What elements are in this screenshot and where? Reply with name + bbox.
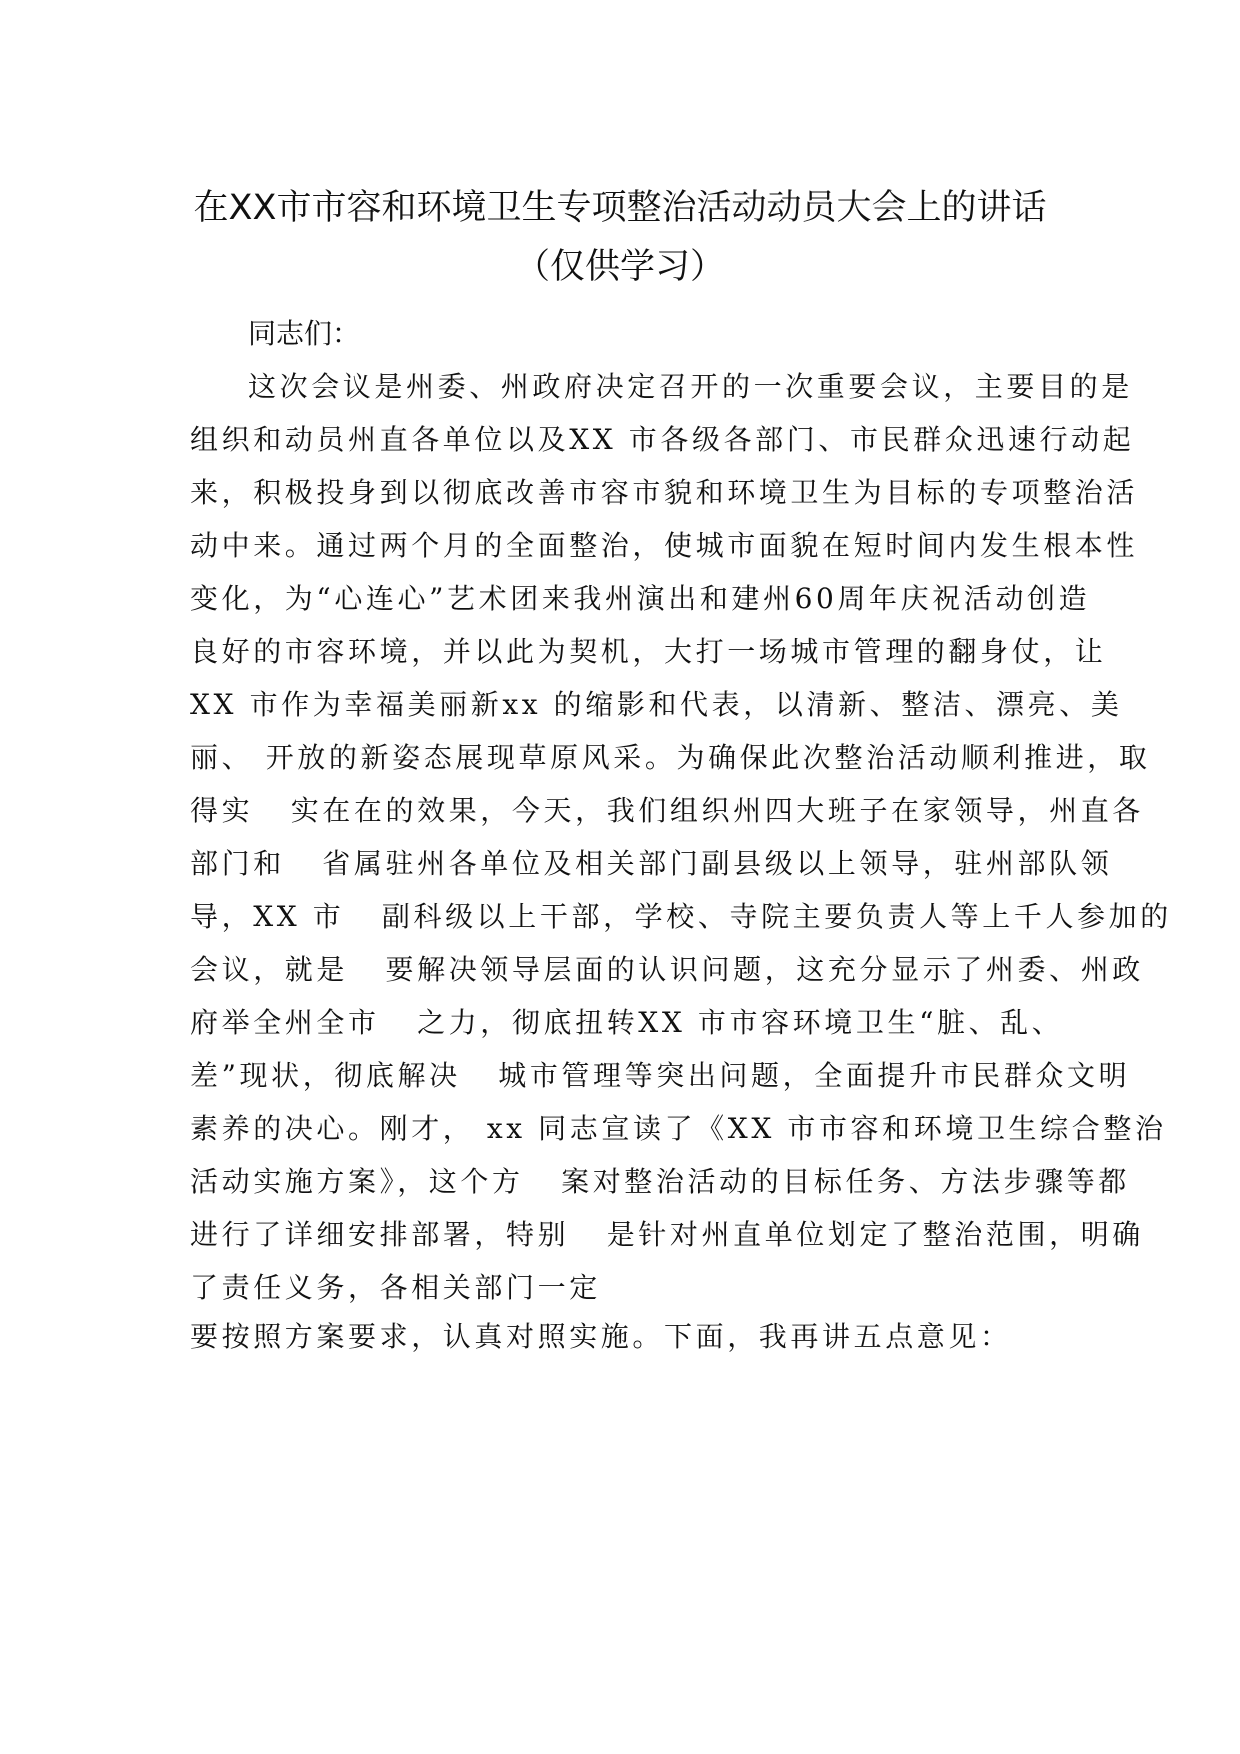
body-line: 府举全州全市 之力，彻底扭转XX 市市容环境卫生“脏、乱、 [190,1006,1064,1039]
body-line: 进行了详细安排部署，特别 是针对州直单位划定了整治范围，明确 [190,1218,1144,1251]
body-line: 这次会议是州委、州政府决定召开的一次重要会议，主要目的是 [248,370,1133,403]
body-line: 得实 实在在的效果，今天，我们组织州四大班子在家领导，州直各 [190,794,1144,827]
body-line: 动中来。通过两个月的全面整治，使城市面貌在短时间内发生根本性 [190,529,1139,562]
body-line: 要按照方案要求，认真对照实施。下面，我再讲五点意见： [190,1320,1012,1353]
body-line: 了责任义务，各相关部门一定 [190,1271,601,1304]
body-text [190,0,1172,1754]
body-line: 良好的市容环境，并以此为契机，大打一场城市管理的翻身仗，让 [190,635,1107,668]
body-line: 差”现状，彻底解决 城市管理等突出问题，全面提升市民群众文明 [190,1059,1131,1092]
body-line: XX 市作为幸福美丽新xx 的缩影和代表，以清新、整洁、漂亮、美 [190,688,1123,721]
body-line: 来，积极投身到以彻底改善市容市貌和环境卫生为目标的专项整治活 [190,476,1139,509]
body-line: 素养的决心。刚才， xx 同志宣读了《XX 市市容和环境卫生综合整治 [190,1112,1167,1145]
salutation: 同志们： [248,317,361,350]
body-line: 活动实施方案》，这个方 案对整治活动的目标任务、方法步骤等都 [190,1165,1130,1198]
document-subtitle: （仅供学习） [514,247,725,287]
body-line: 组织和动员州直各单位以及XX 市各级各部门、市民群众迅速行动起 [190,423,1135,456]
body-line: 部门和 省属驻州各单位及相关部门副县级以上领导，驻州部队领 [190,847,1113,880]
document-title: 在XX市市容和环境卫生专项整治活动动员大会上的讲话 [193,188,1047,228]
body-line: 会议，就是 要解决领导层面的认识问题，这充分显示了州委、州政 [190,953,1144,986]
body-line: 丽、 开放的新姿态展现草原风采。为确保此次整治活动顺利推进，取 [190,741,1151,774]
body-line: 导，XX 市 副科级以上干部，学校、寺院主要负责人等上千人参加的 [190,900,1172,933]
body-line: 变化，为“心连心”艺术团来我州演出和建州60周年庆祝活动创造 [190,582,1091,615]
